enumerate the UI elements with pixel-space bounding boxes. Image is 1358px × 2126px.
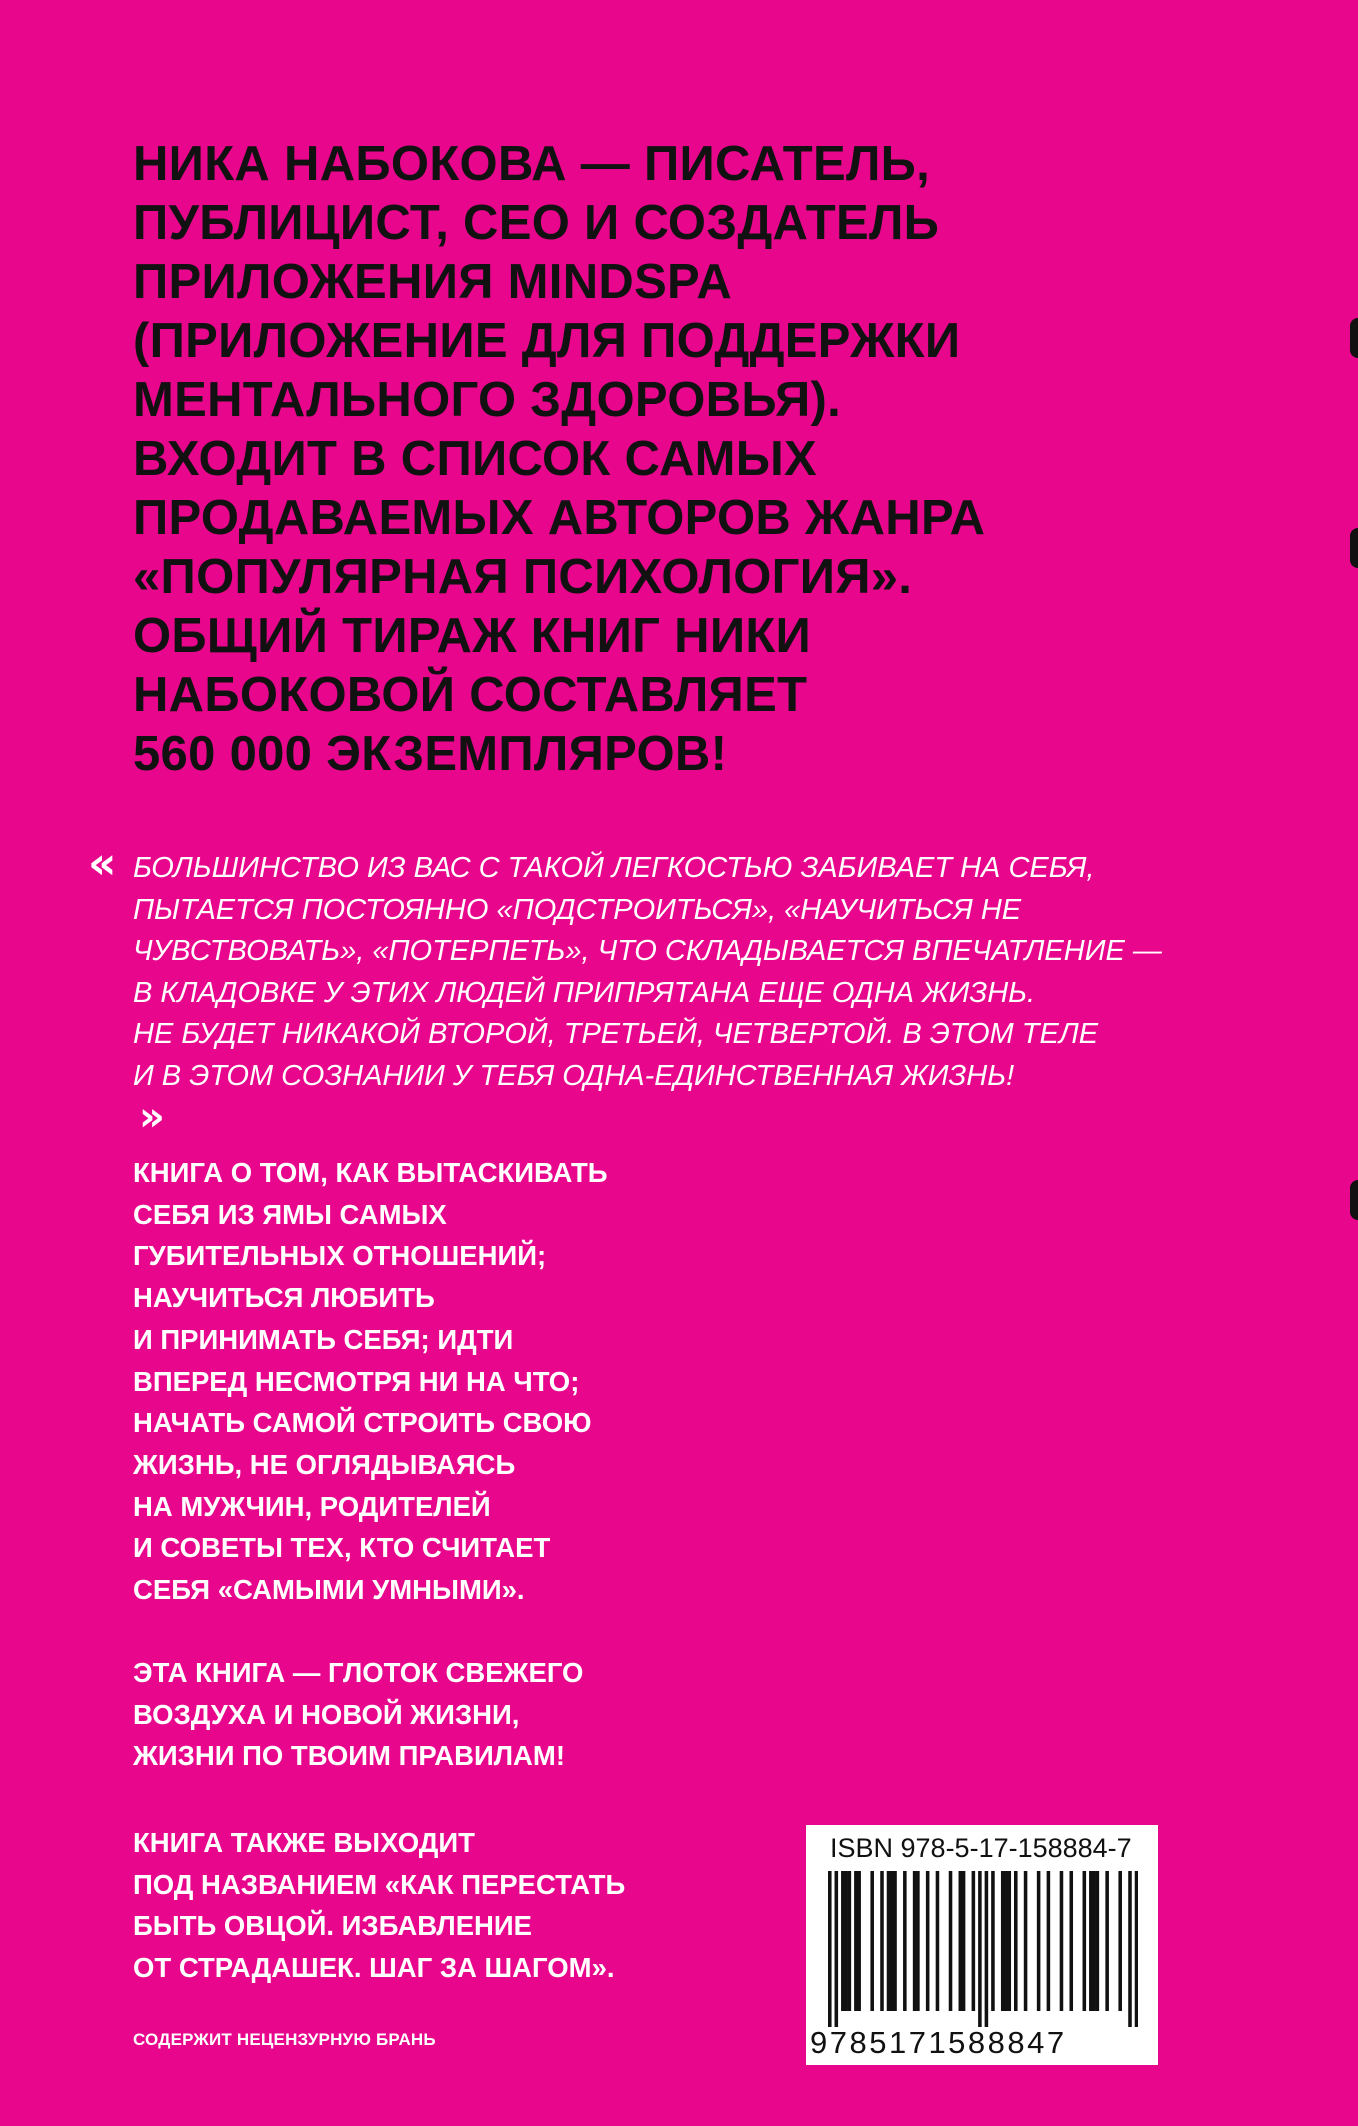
author-bio-line: ОБЩИЙ ТИРАЖ КНИГ НИКИ — [133, 609, 812, 663]
barcode-bar — [1037, 1871, 1041, 2011]
barcode-bar — [1135, 1871, 1138, 2027]
barcode-bar — [828, 1871, 832, 2027]
barcode-bar — [985, 1871, 989, 2027]
description-line: КНИГА О ТОМ, КАК ВЫТАСКИВАТЬ — [133, 1157, 608, 1188]
barcode-bar — [854, 1871, 858, 2011]
barcode-bar — [959, 1871, 963, 2011]
barcode-bar — [887, 1871, 891, 2011]
edge-mark — [1350, 528, 1358, 568]
author-bio-line: ПРИЛОЖЕНИЯ MINDSPA — [133, 255, 733, 309]
barcode-bar — [978, 1871, 982, 2027]
barcode-bar — [857, 1871, 861, 2011]
barcode-bar — [880, 1871, 884, 2011]
barcode-bar — [1004, 1871, 1008, 2011]
content-warning: СОДЕРЖИТ НЕЦЕНЗУРНУЮ БРАНЬ — [133, 2030, 436, 2049]
barcode-bar — [893, 1871, 897, 2011]
description-line: НАУЧИТЬСЯ ЛЮБИТЬ — [133, 1282, 435, 1314]
barcode-bar — [1128, 1871, 1132, 2027]
isbn-barcode — [806, 1825, 1158, 2065]
description-line: И ПРИНИМАТЬ СЕБЯ; ИДТИ — [133, 1323, 514, 1355]
also-published-line: КНИГА ТАКЖЕ ВЫХОДИТ — [133, 1827, 475, 1858]
description-line: И СОВЕТЫ ТЕХ, КТО СЧИТАЕТ — [133, 1532, 551, 1564]
also-published-line: ОТ СТРАДАШЕК. ШАГ ЗА ШАГОМ». — [133, 1952, 615, 1984]
barcode-bar — [1060, 1871, 1064, 2011]
fresh-air-line: ЖИЗНИ ПО ТВОИМ ПРАВИЛАМ! — [133, 1740, 565, 1772]
also-published-line: БЫТЬ ОВЦОЙ. ИЗБАВЛЕНИЕ — [133, 1910, 533, 1942]
fresh-air-line: ВОЗДУХА И НОВОЙ ЖИЗНИ, — [133, 1698, 520, 1730]
description-line: НАЧАТЬ САМОЙ СТРОИТЬ СВОЮ — [133, 1407, 592, 1439]
ean-number: 9785171588847 — [810, 2025, 1067, 2060]
barcode-bar — [962, 1871, 966, 2011]
barcode-bar — [890, 1871, 894, 2011]
description-line: СЕБЯ ИЗ ЯМЫ САМЫХ — [133, 1198, 447, 1230]
author-bio-line: ПРОДАВАЕМЫХ АВТОРОВ ЖАНРА — [133, 491, 986, 545]
also-published-paragraph — [133, 1822, 625, 1989]
author-bio-line: НАБОКОВОЙ СОСТАВЛЯЕТ — [133, 668, 808, 722]
barcode-bar — [991, 1871, 995, 2011]
barcode-bar — [936, 1871, 940, 2011]
author-bio-line: НИКА НАБОКОВА — ПИСАТЕЛЬ, — [133, 137, 931, 191]
barcode-bar — [926, 1871, 930, 2011]
barcode-bar — [1096, 1871, 1100, 2011]
description-line: СЕБЯ «САМЫМИ УМНЫМИ». — [133, 1574, 525, 1606]
barcode-bar — [916, 1871, 920, 2011]
isbn-label: ISBN 978-5-17-158884-7 — [830, 1833, 1132, 1863]
edge-mark — [1350, 1180, 1358, 1220]
edge-mark — [1350, 318, 1358, 358]
author-bio-line: МЕНТАЛЬНОГО ЗДОРОВЬЯ). — [133, 373, 842, 427]
description-line: ВПЕРЕД НЕСМОТРЯ НИ НА ЧТО; — [133, 1365, 580, 1397]
also-published-line: ПОД НАЗВАНИЕМ «КАК ПЕРЕСТАТЬ — [133, 1868, 626, 1900]
barcode-bar — [1105, 1871, 1109, 2011]
barcode-bar — [1047, 1871, 1051, 2011]
barcode-bar — [835, 1871, 839, 2027]
description-line: НА МУЖЧИН, РОДИТЕЛЕЙ — [133, 1490, 491, 1522]
author-bio-line: «ПОПУЛЯРНАЯ ПСИХОЛОГИЯ». — [133, 550, 913, 604]
barcode-bar — [1069, 1871, 1073, 2011]
author-bio-line: ВХОДИТ В СПИСОК САМЫХ — [133, 432, 818, 486]
quote-line: И В ЭТОМ СОЗНАНИИ У ТЕБЯ ОДНА-ЕДИНСТВЕННАЯ ЖИЗНЬ! — [133, 1059, 1015, 1092]
quote-line: ПЫТАЕТСЯ ПОСТОЯННО «ПОДСТРОИТЬСЯ», «НАУЧИТЬСЯ НЕ — [133, 893, 1022, 926]
fresh-air-paragraph — [133, 1652, 583, 1777]
author-bio-line: 560 000 ЭКЗЕМПЛЯРОВ! — [133, 727, 728, 781]
barcode-bars — [828, 1871, 1138, 2027]
description-line: ЖИЗНЬ, НЕ ОГЛЯДЫВАЯСЬ — [133, 1448, 516, 1480]
author-bio-line: ПУБЛИЦИСТ, СЕО И СОЗДАТЕЛЬ — [133, 196, 940, 250]
pull-quote — [88, 838, 1318, 1140]
quote-line: В КЛАДОВКЕ У ЭТИХ ЛЮДЕЙ ПРИПРЯТАНА ЕЩЕ ОДНА ЖИЗНЬ. — [133, 976, 1036, 1009]
open-quote-icon: « — [88, 838, 117, 889]
book-description — [133, 1152, 608, 1611]
fresh-air-line: ЭТА КНИГА — ГЛОТОК СВЕЖЕГО — [133, 1657, 584, 1688]
close-quote-icon: » — [139, 1094, 165, 1140]
quote-line-last — [133, 1056, 1318, 1139]
quote-line: ЧУВСТВОВАТЬ», «ПОТЕРПЕТЬ», ЧТО СКЛАДЫВАЕТСЯ ВПЕЧАТЛЕНИЕ — — [133, 935, 1162, 967]
author-bio — [133, 135, 1313, 784]
quote-text — [133, 848, 1318, 1139]
quote-line: БОЛЬШИНСТВО ИЗ ВАС С ТАКОЙ ЛЕГКОСТЬЮ ЗАБИВАЕТ НА СЕБЯ, — [133, 852, 1095, 884]
barcode-bar — [1083, 1871, 1087, 2011]
barcode-bar — [913, 1871, 917, 2011]
author-bio-line: (ПРИЛОЖЕНИЕ ДЛЯ ПОДДЕРЖКИ — [133, 314, 961, 368]
barcode-bar — [844, 1871, 848, 2011]
barcode-bar — [972, 1871, 976, 2011]
description-line: ГУБИТЕЛЬНЫХ ОТНОШЕНИЙ; — [133, 1240, 547, 1272]
barcode-bar — [1001, 1871, 1005, 2011]
barcode-bar — [1007, 1871, 1011, 2011]
barcode-bar — [848, 1871, 852, 2011]
barcode-bar — [870, 1871, 874, 2011]
barcode-bar — [1014, 1871, 1018, 2011]
barcode-bar — [841, 1871, 845, 2011]
barcode-bar — [1118, 1871, 1122, 2011]
barcode-bar — [949, 1871, 953, 2011]
barcode-bar — [1089, 1871, 1093, 2011]
barcode-bar — [1092, 1871, 1096, 2011]
barcode-bar — [903, 1871, 907, 2011]
barcode-bar — [1024, 1871, 1028, 2011]
quote-line: НЕ БУДЕТ НИКАКОЙ ВТОРОЙ, ТРЕТЬЕЙ, ЧЕТВЕРТОЙ. В ЭТОМ ТЕЛЕ — [133, 1018, 1099, 1050]
